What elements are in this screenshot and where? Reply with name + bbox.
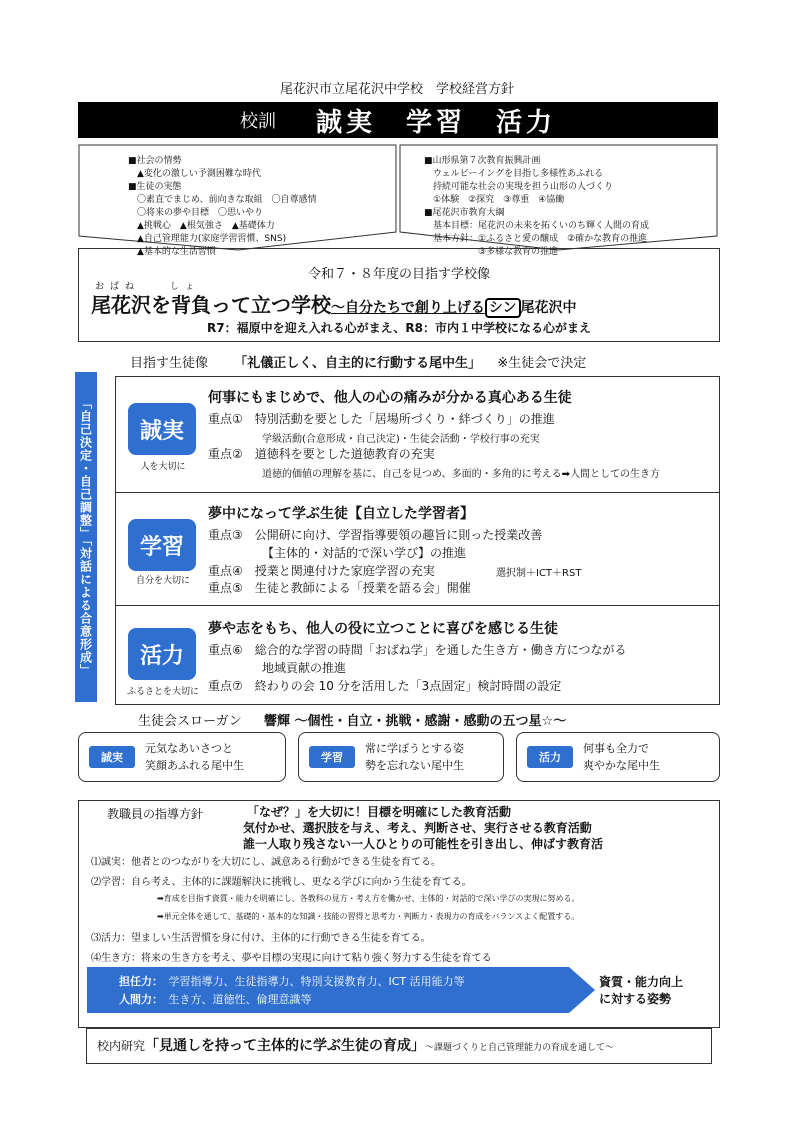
staff-arrow1 — [119, 973, 465, 989]
context-right-line: 基本目標：尾花沢の未来を拓くいのち輝く人間の育成 — [424, 221, 650, 231]
result2: に対する姿勢 — [599, 992, 672, 1006]
point-key: 重点① — [208, 412, 243, 426]
context-left-line: 〇素直でまじめ、前向きな取組 〇自尊感情 — [128, 195, 317, 205]
staff-head2: 気付かせ、選択肢を与え、考え、判断させ、実行させる教育活動 — [243, 821, 592, 835]
value-badge: 学習 — [128, 519, 196, 571]
vision-main — [91, 289, 577, 318]
vision-main-a: 尾花沢を背負って立つ学校 — [91, 293, 331, 317]
value-box-seijitsu — [115, 376, 720, 494]
staff-head3: 誰一人取り残さない一人ひとりの可能性を引き出し、伸ばす教育活 — [243, 837, 604, 851]
context-left-line: ■生徒の実態 — [128, 182, 182, 192]
research-line — [97, 1035, 614, 1055]
value-title: 夢中になって学ぶ生徒【自立した学習者】 — [208, 506, 474, 522]
arrow1-key: 担任力： — [119, 975, 158, 988]
value-sub: ふるさとを大切に — [126, 687, 199, 697]
staff-item: ⑴誠実：他者とのつながりを大切にし、誠意ある行動ができる生徒を育てる。 — [91, 857, 441, 868]
motto-words: 誠実 学習 活力 — [315, 107, 556, 138]
value-point — [208, 526, 542, 543]
staff-result — [599, 973, 683, 1007]
value-point: 道徳的価値の理解を基に、自己を見つめ、多面的・多角的に考える➡人間としての生き方 — [262, 469, 660, 480]
point-text: 特別活動を要とした「居場所づくり・絆づくり」の推進 — [254, 412, 555, 426]
research-label: 校内研究 — [97, 1039, 146, 1053]
slogan-badge: 学習 — [309, 746, 355, 768]
point-text: 総合的な学習の時間「おばね学」を通した生き方・働き方につながる — [254, 643, 627, 657]
context-right-line: ①体験 ②探究 ③尊重 ④協働 — [424, 195, 565, 205]
student-image-label: 目指す生徒像 — [130, 356, 209, 371]
school-vision-box — [78, 248, 720, 342]
staff-item: ➡育成を目指す資質・能力を明確にし、各教科の見方・考え方を働かせ、主体的・対話的で深い学びの実現に努める。 — [157, 894, 580, 903]
slogan-box-seijitsu — [78, 732, 286, 782]
document-title: 尾花沢市立尾花沢中学校 学校経営方針 — [279, 82, 514, 97]
context-right-line: ③多様な教育の推進 — [424, 247, 559, 257]
staff-head1: 「なぜ？」を大切に！目標を明確にした教育活動 — [247, 805, 512, 819]
point-key: 重点⑥ — [208, 643, 243, 657]
vision-sub: R7：福原中を迎え入れる心がまえ、R8：市内１中学校になる心がまえ — [207, 321, 591, 335]
slogan-line — [138, 710, 566, 729]
value-badge: 誠実 — [128, 403, 196, 455]
slogan-line2: 笑顔あふれる尾中生 — [145, 759, 244, 772]
slogan-line1: 元気なあいさつと — [145, 742, 233, 755]
context-right-line: ■尾花沢市教育大綱 — [424, 208, 505, 218]
value-point — [208, 641, 627, 658]
point-text: 道徳科を要とした道徳教育の充実 — [254, 447, 435, 461]
slogan-box-text — [583, 740, 660, 774]
staff-policy-box — [78, 800, 720, 1028]
value-point: 学級活動(合意形成・自己決定)・生徒会活動・学校行事の充実 — [262, 434, 540, 445]
value-point — [208, 562, 435, 579]
vision-main-c: 尾花沢中 — [520, 300, 577, 316]
school-motto-bar — [78, 102, 718, 138]
value-badge: 活力 — [128, 628, 196, 680]
staff-arrow2 — [119, 991, 312, 1007]
point-text: 授業と関連付けた家庭学習の充実 — [254, 564, 435, 578]
context-right-line: ウェルビーイングを目指し多様性あふれる — [424, 169, 604, 179]
context-right — [424, 155, 714, 259]
arrow2-key: 人間力： — [119, 993, 158, 1006]
slogan-text: 響輝 ～個性・自立・挑戦・感謝・感動の五つ星☆～ — [264, 714, 567, 729]
value-point: 【主体的・対話的で深い学び】の推進 — [262, 546, 467, 560]
context-left-line: 〇将来の夢や目標 〇思いやり — [128, 208, 264, 218]
value-point — [208, 677, 561, 694]
slogan-box-text — [365, 740, 464, 774]
student-image-note: ※生徒会で決定 — [497, 356, 587, 371]
slogan-label: 生徒会スローガン — [138, 714, 242, 729]
staff-item: ⑷生き方：将来の生き方を考え、夢や目標の実現に向けて粘り強く努力する生徒を育てる — [91, 953, 492, 964]
context-left-line: ▲変化の激しい予測困難な時代 — [128, 169, 261, 179]
vision-main-b: ～自分たちで創り上げる — [331, 300, 485, 316]
staff-item: ⑶活力：望ましい生活習慣を身に付け、主体的に行動できる生徒を育てる。 — [91, 933, 431, 944]
value-title: 何事にもまじめで、他人の心の痛みが分かる真心ある生徒 — [208, 390, 572, 406]
research-title: 「見通しを持って主体的に学ぶ生徒の育成」 — [145, 1038, 426, 1054]
value-box-gakushu — [115, 492, 720, 607]
value-point — [208, 579, 471, 596]
student-image-quote: 「礼儀正しく、自主的に行動する尾中生」 — [234, 356, 482, 371]
value-sub: 自分を大切に — [135, 576, 190, 586]
context-right-line: 基本方針：①ふるさと愛の醸成 ②確かな教育の推進 — [424, 234, 648, 244]
point-text: 公開研に向け、学習指導要領の趣旨に則った授業改善 — [254, 528, 543, 542]
point-key: 重点⑦ — [208, 679, 243, 693]
point-key: 重点③ — [208, 528, 243, 542]
research-sub: ～課題づくりと自己管理能力の育成を通して～ — [425, 1043, 615, 1053]
context-left — [128, 155, 388, 259]
slogan-box-text — [145, 740, 244, 774]
slogan-badge: 活力 — [527, 746, 573, 768]
slogan-line2: 勢を忘れない尾中生 — [365, 759, 464, 772]
point-key: 重点⑤ — [208, 581, 243, 595]
value-box-katsuryoku — [115, 605, 720, 705]
staff-label: 教職員の指導方針 — [107, 807, 204, 821]
context-left-line: ▲挑戦心 ▲根気強さ ▲基礎体力 — [128, 221, 275, 231]
value-point-extra: 選択制＋ICT＋RST — [496, 568, 582, 579]
point-key: 重点④ — [208, 564, 243, 578]
arrow2-val: 生き方、道徳性、倫理意識等 — [168, 993, 312, 1006]
value-point — [208, 445, 435, 462]
point-text: 生徒と教師による「授業を語る会」開催 — [254, 581, 471, 595]
context-right-line: 持続可能な社会の実現を担う山形の人づくり — [424, 182, 614, 192]
student-image-line — [130, 352, 586, 371]
context-left-line: ▲自己管理能力(家庭学習習慣、SNS) — [128, 234, 287, 244]
vision-heading: 令和７・８年度の目指す学校像 — [307, 267, 490, 282]
motto-label: 校訓 — [239, 111, 276, 132]
staff-item: ➡単元全体を通して、基礎的・基本的な知識・技能の習得と思考力・判断力・表現力の育成をバランスよく配置する。 — [157, 912, 580, 921]
point-text: 終わりの会 10 分を活用した「3点固定」検討時間の設定 — [254, 679, 562, 693]
context-right-line: ■山形県第７次教育振興計画 — [424, 156, 541, 166]
slogan-line1: 常に学ぼうとする姿 — [365, 742, 464, 755]
vision-shin: シン — [485, 298, 521, 318]
value-point — [208, 410, 555, 427]
slogan-box-gakushu — [298, 732, 504, 782]
value-title: 夢や志をもち、他人の役に立つことに喜びを感じる生徒 — [208, 621, 558, 637]
result1: 資質・能力向上 — [599, 975, 684, 989]
context-left-line: ■社会の情勢 — [128, 156, 182, 166]
staff-item: ⑵学習：自ら考え、主体的に課題解決に挑戦し、更なる学びに向かう生徒を育てる。 — [91, 877, 472, 888]
value-point: 地域貢献の推進 — [262, 661, 347, 675]
vertical-banner: 「自己決定・自己調整」「対話による合意形成」 — [75, 372, 97, 702]
slogan-line2: 爽やかな尾中生 — [583, 759, 660, 772]
slogan-line1: 何事も全力で — [583, 742, 649, 755]
vision-ruby: おばね しょ — [95, 282, 201, 292]
value-sub: 人を大切に — [140, 462, 186, 472]
arrow1-val: 学習指導力、生徒指導力、特別支援教育力、ICT 活用能力等 — [168, 975, 465, 988]
slogan-badge: 誠実 — [89, 746, 135, 768]
slogan-box-katsuryoku — [516, 732, 720, 782]
point-key: 重点② — [208, 447, 243, 461]
research-box — [86, 1028, 712, 1064]
context-left-line: ▲基本的な生活習慣 — [128, 247, 216, 257]
